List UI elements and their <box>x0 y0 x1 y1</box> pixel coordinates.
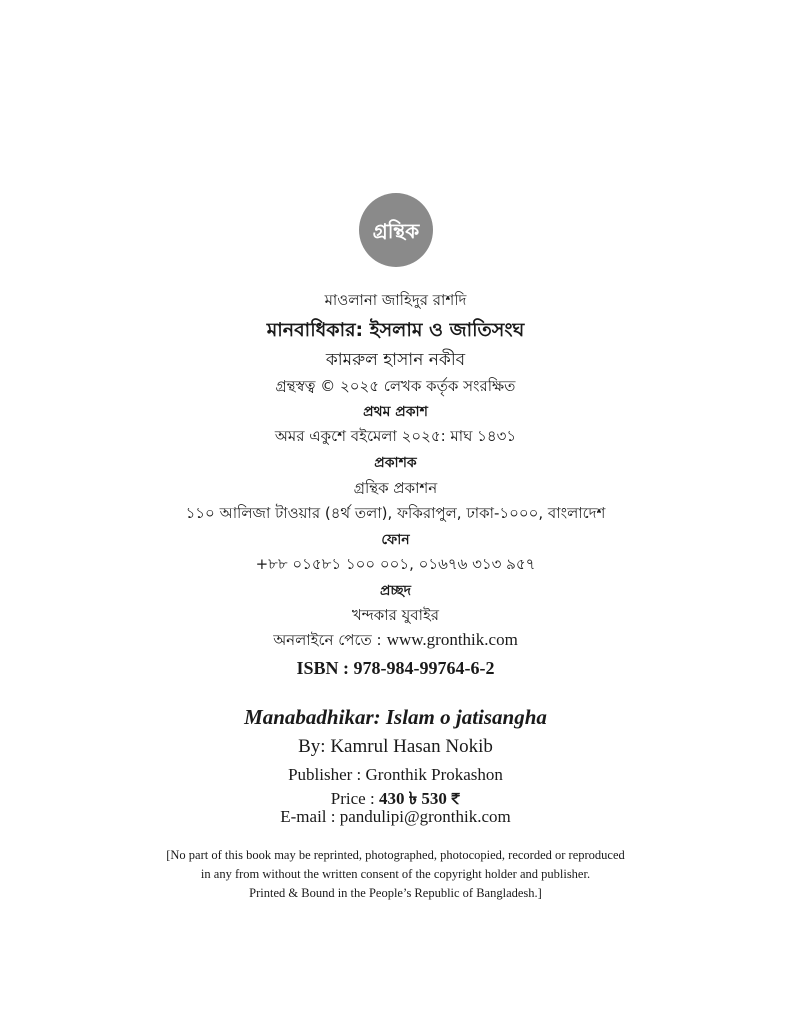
isbn-label: ISBN <box>296 658 339 678</box>
rights-notice-line-2: in any from without the written consent of the copyright holder and publisher. <box>200 867 591 881</box>
phone-numbers: +৮৮ ০১৫৮১ ১০০ ০০১, ০১৬৭৬ ৩১৩ ৯৫৭ <box>255 555 536 573</box>
cover-heading: প্রচ্ছদ <box>379 583 412 599</box>
rights-notice-line-1: [No part of this book may be reprinted, photographed, photocopied, recorded or reproduced <box>166 848 625 862</box>
author-label: মাওলানা জাহিদুর রাশদি <box>324 291 467 309</box>
online-line <box>0 629 791 654</box>
publisher-heading: প্রকাশক <box>374 455 417 471</box>
price-label: Price : <box>330 789 375 808</box>
website-link[interactable]: www.gronthik.com <box>386 630 518 649</box>
publisher-logo <box>358 192 434 268</box>
publisher-address: ১১০ আলিজা টাওয়ার (৪র্থ তলা), ফকিরাপুল, ঢাকা-১০০০, বাংলাদেশ <box>185 504 606 522</box>
first-publication-heading: প্রথম প্রকাশ <box>363 404 428 420</box>
first-publication-date: অমর একুশে বইমেলা ২০২৫: মাঘ ১৪৩১ <box>274 427 517 445</box>
publisher-name-bn: গ্রন্থিক প্রকাশন <box>353 479 438 497</box>
price-value: 430 ৳ 530 ₹ <box>378 789 461 808</box>
copyright-line: গ্রন্থস্বত্ব © ২০২৫ লেখক কর্তৃক সংরক্ষিত <box>275 377 516 395</box>
isbn-value: : 978-984-99764-6-2 <box>343 658 495 678</box>
cover-artist: খন্দকার যুবাইর <box>351 606 440 624</box>
writer-name-bn: কামরুল হাসান নকীব <box>325 350 466 370</box>
email-line: E-mail : pandulipi@gronthik.com <box>280 807 511 826</box>
logo-badge-icon <box>358 192 434 268</box>
phone-heading: ফোন <box>381 532 410 548</box>
rights-notice-line-3: Printed & Bound in the People’s Republic of Bangladesh.] <box>249 886 542 900</box>
author-en: By: Kamrul Hasan Nokib <box>298 736 493 757</box>
book-title-bn: মানবাধিকার: ইসলাম ও জাতিসংঘ <box>266 319 525 341</box>
logo-text: গ্রন্থিক <box>372 219 420 243</box>
publisher-en: Publisher : Gronthik Prokashon <box>288 765 503 784</box>
book-title-en: Manabadhikar: Islam o jatisangha <box>244 705 547 729</box>
isbn-line <box>0 658 791 679</box>
online-label: অনলাইনে পেতে : <box>273 631 382 649</box>
